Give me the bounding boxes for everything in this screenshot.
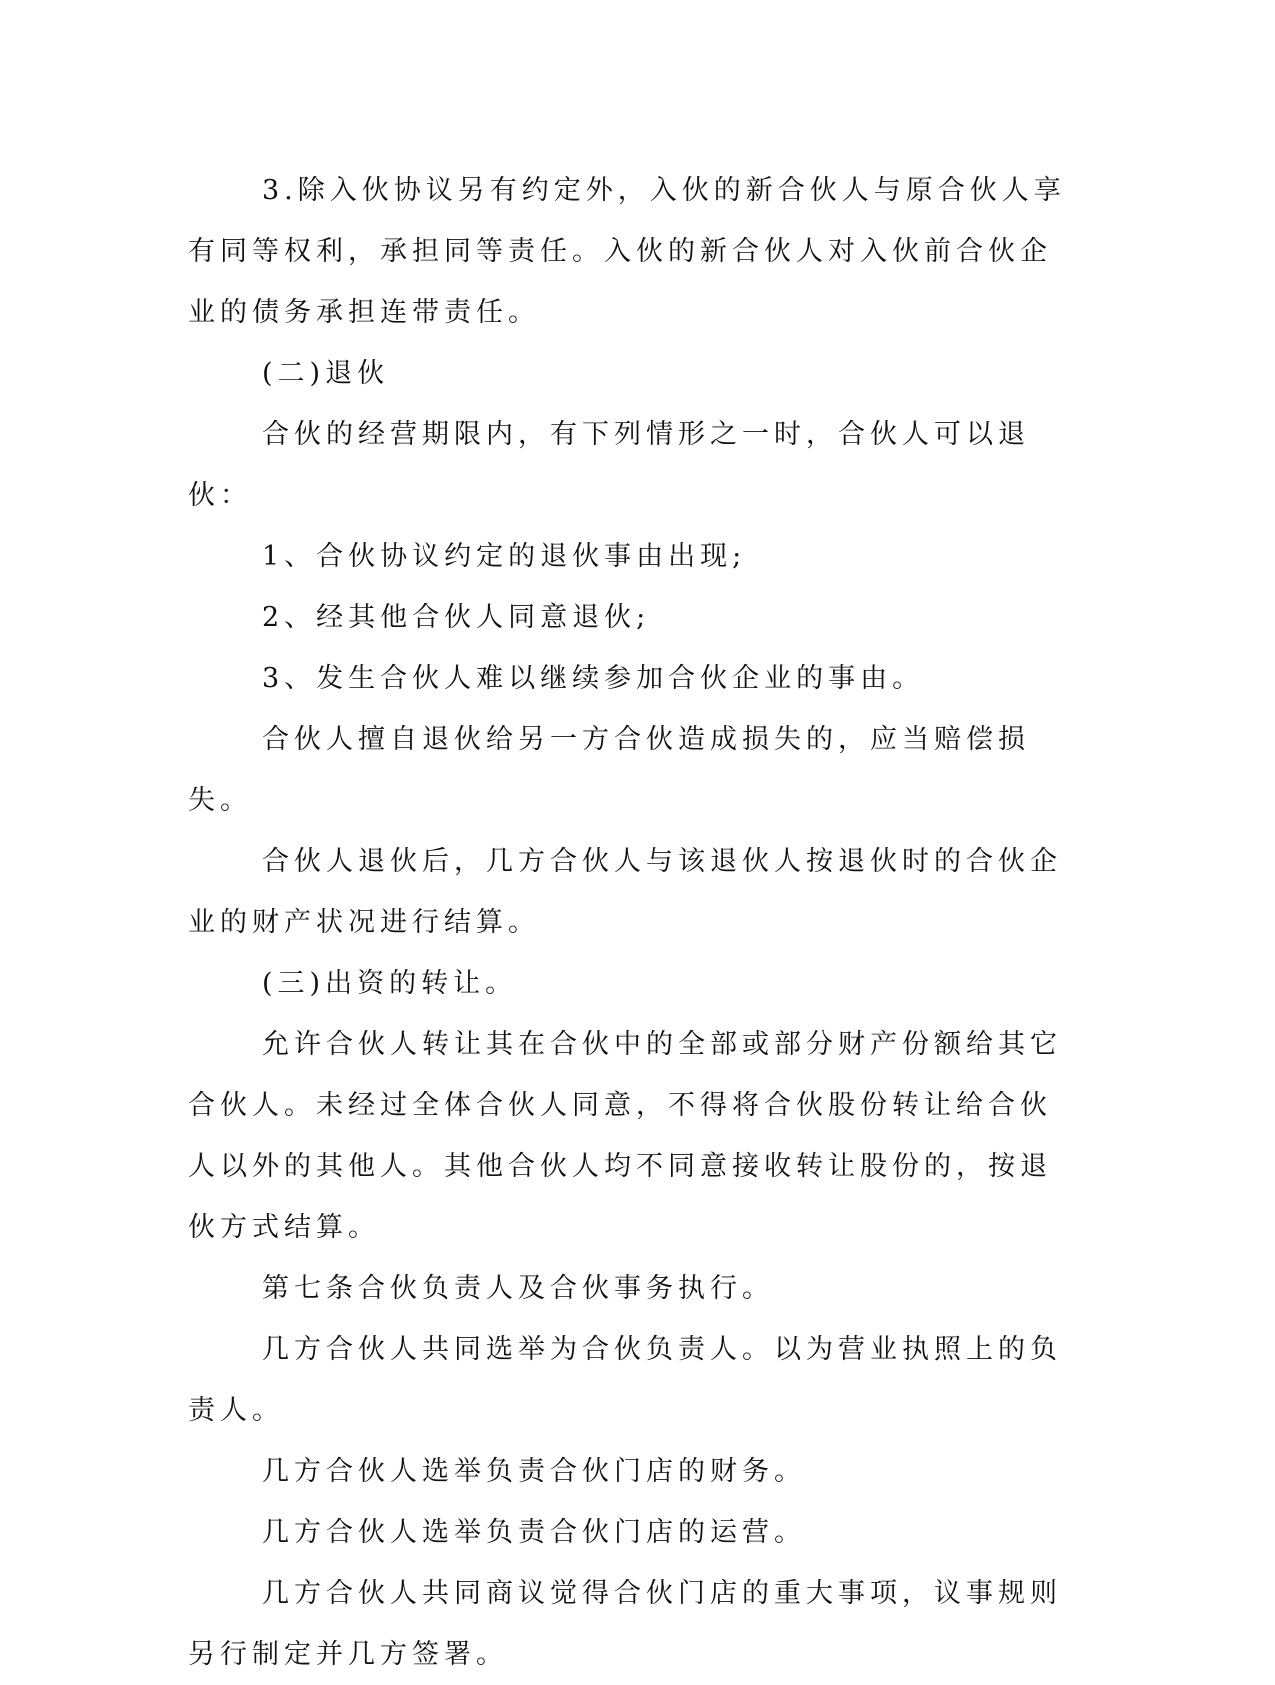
- list-item-3: 3、发生合伙人难以继续参加合伙企业的事由。: [262, 663, 925, 694]
- document-body: [188, 160, 1075, 1685]
- heading-withdrawal: (二)退伙: [262, 358, 390, 389]
- list-item-1: 1、合伙协议约定的退伙事由出现;: [262, 541, 747, 572]
- paragraph-leader-election: 几方合伙人共同选举为合伙负责人。以为营业执照上的负责人。: [188, 1334, 1062, 1426]
- list-item-2: 2、经其他合伙人同意退伙;: [262, 602, 651, 633]
- paragraph-admission-rights: 3.除入伙协议另有约定外，入伙的新合伙人与原合伙人享有同等权利，承担同等责任。入伙的新合伙人对入伙前合伙企业的债务承担连带责任。: [188, 175, 1066, 328]
- paragraph-unauthorized-withdrawal: 合伙人擅自退伙给另一方合伙造成损失的，应当赔偿损失。: [188, 724, 1030, 816]
- paragraph-finance: 几方合伙人选举负责合伙门店的财务。: [262, 1456, 806, 1487]
- paragraph-withdrawal-conditions: 合伙的经营期限内，有下列情形之一时，合伙人可以退伙：: [188, 419, 1030, 511]
- paragraph-settlement: 合伙人退伙后，几方合伙人与该退伙人按退伙时的合伙企业的财产状况进行结算。: [188, 846, 1062, 938]
- paragraph-operations: 几方合伙人选举负责合伙门店的运营。: [262, 1517, 806, 1548]
- heading-article-7: 第七条合伙负责人及合伙事务执行。: [262, 1273, 774, 1304]
- paragraph-transfer-rules: 允许合伙人转让其在合伙中的全部或部分财产份额给其它合伙人。未经过全体合伙人同意，不得将合伙股份转让给合伙人以外的其他人。其他合伙人均不同意接收转让股份的，按退伙方式结算。: [188, 1029, 1062, 1243]
- paragraph-major-matters: 几方合伙人共同商议觉得合伙门店的重大事项，议事规则另行制定并几方签署。: [188, 1578, 1062, 1670]
- heading-transfer: (三)出资的转让。: [262, 968, 518, 999]
